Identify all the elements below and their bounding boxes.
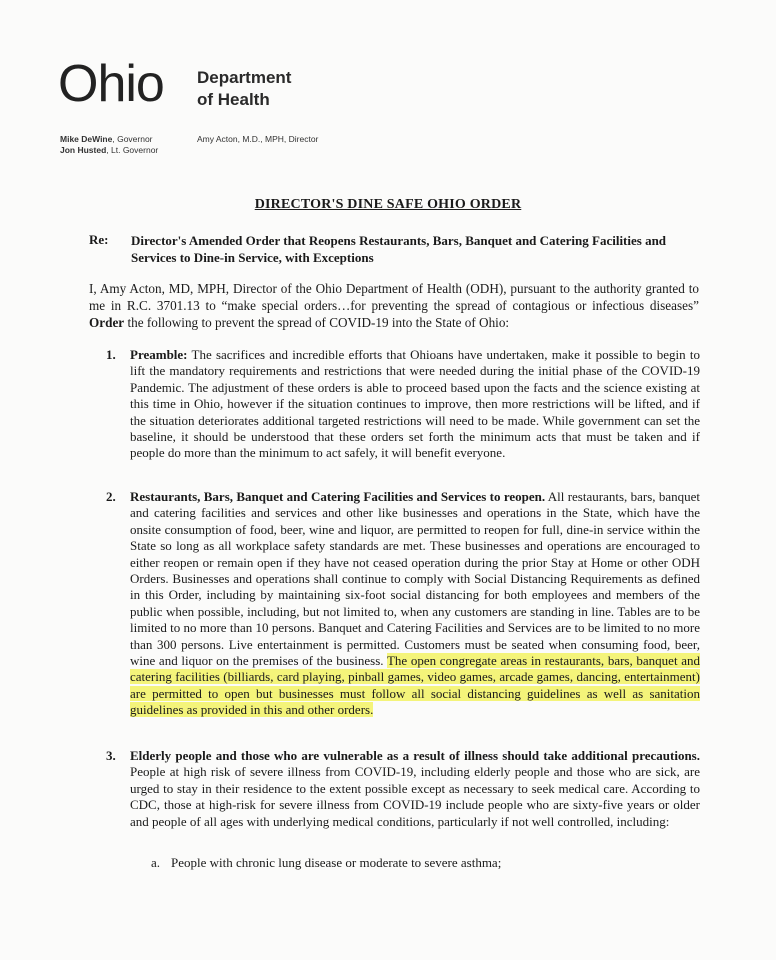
intro-text-end: the following to prevent the spread of COVID-19 into the State of Ohio: xyxy=(124,315,510,330)
item-body xyxy=(130,489,700,719)
dept-line-2: of Health xyxy=(197,90,270,109)
department-name xyxy=(197,67,291,111)
lt-governor-name: Jon Husted xyxy=(60,145,107,155)
item-body xyxy=(130,748,700,830)
highlighted-text: The open congregate areas in restaurants, bars, banquet and catering facilities (billiards, card playing, pinball games, video games, arcade games, dancing, entertainment) are permitted to open but businesses must follow all social distancing guidelines as well as sanitation guidelines as provided in this and other orders. xyxy=(130,653,700,718)
governor-line xyxy=(60,134,158,145)
order-title: DIRECTOR'S DINE SAFE OHIO ORDER xyxy=(254,197,522,212)
item-lead: Restaurants, Bars, Banquet and Catering Facilities and Services to reopen. xyxy=(130,489,546,504)
order-item-2 xyxy=(108,489,700,719)
item-number: 1. xyxy=(106,347,116,362)
dept-line-1: Department xyxy=(197,68,292,87)
item-lead: Preamble: xyxy=(130,347,188,362)
director-line: Amy Acton, M.D., MPH, Director xyxy=(197,134,319,144)
ohio-logo-word: Ohio xyxy=(58,55,164,113)
order-item-1 xyxy=(108,347,700,462)
re-subject: Director's Amended Order that Reopens Restaurants, Bars, Banquet and Catering Facilities and Services to Dine-in Service, with Exceptions xyxy=(131,233,667,265)
intro-order-word: Order xyxy=(89,315,125,330)
intro-paragraph xyxy=(89,280,699,331)
re-label: Re: xyxy=(89,232,109,247)
officials-list xyxy=(60,134,158,156)
governor-name: Mike DeWine xyxy=(60,134,113,144)
subitem-text: People with chronic lung disease or moderate to severe asthma; xyxy=(171,855,502,870)
lt-governor-title: , Lt. Governor xyxy=(106,145,159,155)
item-text: All restaurants, bars, banquet and catering facilities and services and other like businesses and operations in the State, which have the onsite consumption of food, beer, wine and liquor, are permitted to reopen for full, dine-in service within the State so long as all workplace safety standards are met. These businesses and operations are encouraged to either reopen or remain open if they have not ceased operation during the prior Stay at Home or other ODH Orders. Businesses and operations shall continue to comply with Social Distancing Requirements as defined in this Order, including by maintaining six-foot social distancing for both employees and members of the public when possible, including, but not limited to, when any customers are standing in line. Tables are to be limited to no more than 10 persons. Banquet and Catering Facilities and Services are to be limited to no more than 300 persons. Live entertainment is permitted. Customers must be seated when consuming food, beer, wine and liquor on the premises of the business. xyxy=(130,489,701,669)
subitem-a xyxy=(151,855,711,871)
subitem-letter: a. xyxy=(151,855,161,870)
item-lead: Elderly people and those who are vulnerable as a result of illness should take additional precautions. xyxy=(130,748,700,763)
item-text: People at high risk of severe illness from COVID-19, including elderly people and those who are sick, are urged to stay in their residence to the extent possible except as necessary to seek medical care. According to CDC, those at high-risk for severe illness from COVID-19 include people who are sixty-five years or older and people of all ages with underlying medical conditions, particularly if not well controlled, including: xyxy=(130,764,700,829)
order-item-3 xyxy=(108,748,700,830)
item-text: The sacrifices and incredible efforts that Ohioans have undertaken, make it possible to begin to lift the mandatory requirements and restrictions that were needed during the initial phase of the COVID-19 Pandemic. The adjustment of these orders is able to proceed based upon the facts and the science existing at this time in Ohio, however if the situation continues to improve, then more restrictions will be lifted, and if the situation deteriorates additional targeted restrictions will need to be made. While government can set the baseline, it should be understood that these orders set forth the minimum acts that must be taken and if people do more than the minimum to act safely, it will benefit everyone. xyxy=(130,347,700,461)
item-number: 2. xyxy=(106,489,116,504)
item-number: 3. xyxy=(106,748,116,763)
intro-text-start: I, Amy Acton, MD, MPH, Director of the Ohio Department of Health (ODH), pursuant to the authority granted to me in R.C. 3701.13 to “make special orders…for preventing the spread of contagious or infectious diseases” xyxy=(89,281,699,313)
item-body xyxy=(130,347,700,462)
lt-governor-line xyxy=(60,145,158,156)
governor-title: , Governor xyxy=(112,134,153,144)
